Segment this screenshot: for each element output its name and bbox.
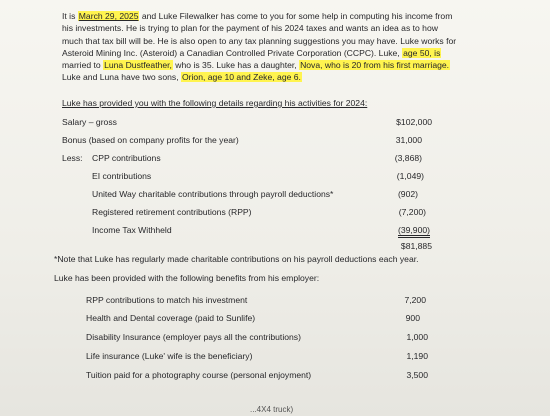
highlight-sons: Orion, age 10 and Zeke, age 6. [181, 72, 301, 83]
deduction-amount-tax-withheld: (39,900) [360, 224, 430, 236]
benefit-amount-disability: 1,000 [406, 332, 428, 342]
section-heading-activities: Luke has provided you with the following details regarding his activities for 2024: [62, 98, 368, 108]
benefit-label-disability: Disability Insurance (employer pays all the contributions) [86, 332, 301, 342]
deduction-label-tax-withheld: Income Tax Withheld [92, 225, 172, 235]
highlight-wife: Luna Dustfeather, [104, 60, 172, 71]
income-label-bonus: Bonus (based on company profits for the year) [62, 135, 239, 145]
deduction-label-rpp: Registered retirement contributions (RPP) [92, 207, 252, 217]
intro-line-6: Luke and Luna have two sons, Orion, age 10 and Zeke, age 6. [62, 72, 301, 83]
intro-line-1: It is March 29, 2025 and Luke Filewalker has come to you for some help in computing his income from [62, 11, 453, 21]
income-amount-salary: $102,000 [396, 117, 432, 127]
deduction-amount-rpp: (7,200) [398, 207, 426, 217]
intro-line-4: Asteroid Mining Inc. (Asteroid) a Canadian Controlled Private Corporation (CCPC). Luke, age 50, is [62, 47, 441, 58]
benefit-label-tuition: Tuition paid for a photography course (personal enjoyment) [86, 370, 312, 380]
deduction-amount-ei: (1,049) [396, 171, 424, 181]
deduction-amount-united-way: (902) [397, 189, 418, 199]
deduction-amount-cpp: (3,868) [394, 153, 422, 163]
less-label: Less: [62, 153, 83, 163]
deduction-label-united-way: United Way charitable contributions through payroll deductions* [92, 189, 334, 199]
intro-paragraph [62, 10, 532, 84]
benefit-label-life-insurance: Life insurance (Luke' wife is the beneficiary) [86, 351, 253, 361]
net-total-amount: $81,885 [400, 241, 432, 251]
intro-line-5: married to Luna Dustfeather, who is 35. Luke has a daughter, Nova, who is 20 from his first marriage. [62, 60, 450, 71]
deduction-label-cpp: CPP contributions [92, 153, 161, 163]
benefit-label-health-dental: Health and Dental coverage (paid to Sunlife) [86, 313, 256, 323]
benefit-amount-tuition: 3,500 [406, 370, 428, 380]
deduction-label-ei: EI contributions [92, 171, 152, 181]
income-label-salary: Salary – gross [62, 117, 117, 127]
benefit-amount-health-dental: 900 [405, 313, 420, 323]
income-amount-bonus: 31,000 [395, 135, 422, 145]
highlight-age: age 50, is [403, 47, 441, 58]
intro-line-3: much that tax bill will be. He is also open to any tax planning suggestions you may have. Luke works for [62, 35, 457, 46]
charitable-note: *Note that Luke has regularly made charitable contributions on his payroll deductions each year. [54, 254, 419, 264]
highlight-daughter: Nova, who is 20 from his first marriage. [300, 60, 450, 71]
cut-off-text: ...4X4 truck) [250, 405, 294, 414]
benefit-amount-rpp: 7,200 [404, 295, 426, 305]
section-heading-benefits: Luke has been provided with the following benefits from his employer: [54, 273, 320, 283]
highlight-date: March 29, 2025 [78, 11, 139, 21]
benefit-label-rpp: RPP contributions to match his investment [86, 295, 248, 305]
benefit-amount-life-insurance: 1,190 [406, 351, 428, 361]
intro-line-2: his investments. He is trying to plan for the payment of his 2024 taxes and wants an idea as to how [62, 23, 438, 34]
